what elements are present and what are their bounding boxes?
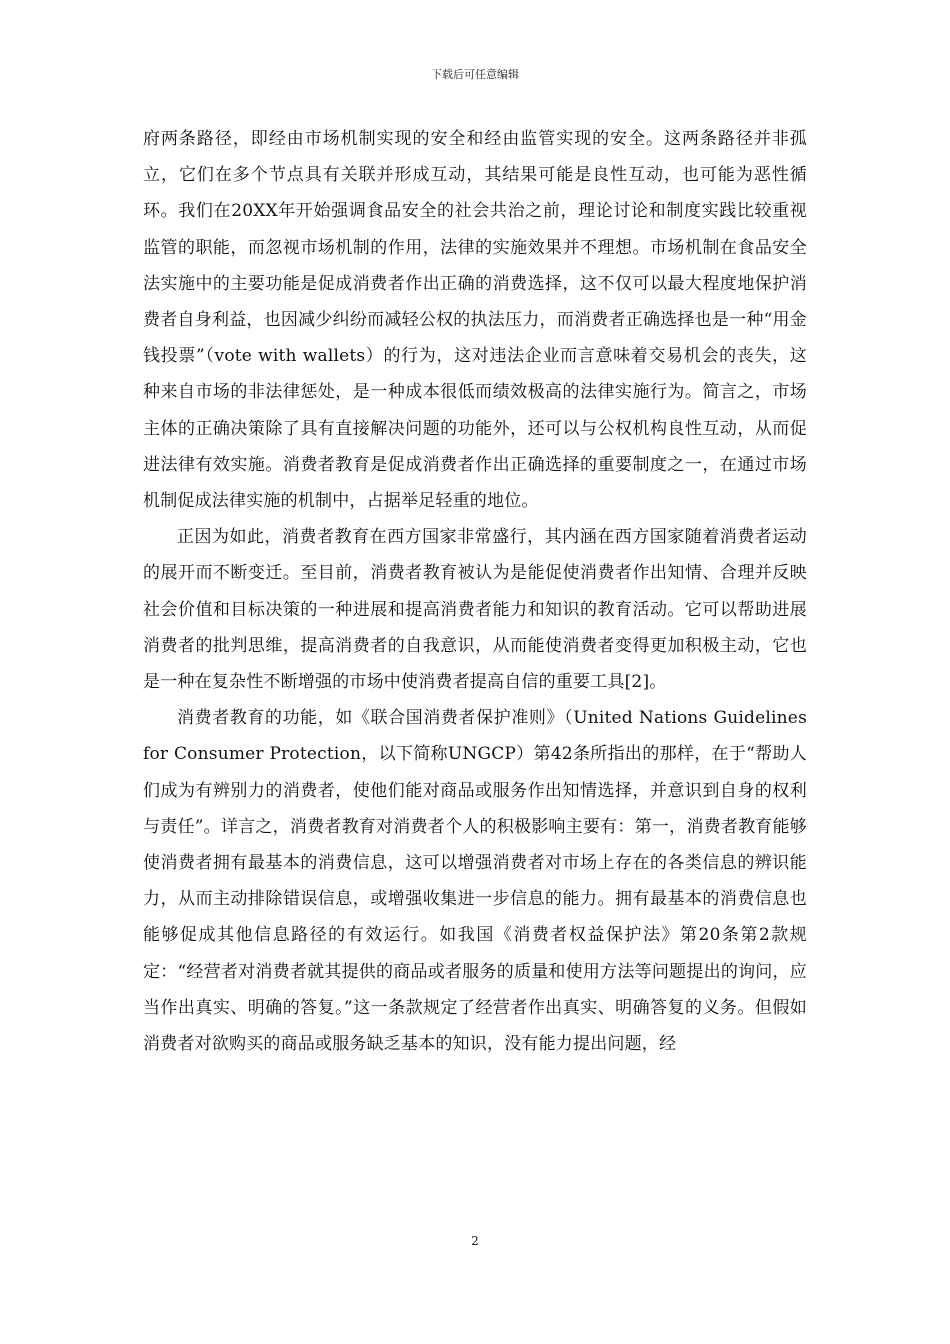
body-text	[143, 121, 807, 1062]
page-number: 2	[471, 1234, 479, 1248]
paragraph-1: 府两条路径，即经由市场机制实现的安全和经由监管实现的安全。这两条路径并非孤立，它们在多个节点具有关联并形成互动，其结果可能是良性互动，也可能为恶性循环。我们在20XX年开始强调食品安全的社会共治之前，理论讨论和制度实践比较重视监管的职能，而忽视市场机制的作用，法律的实施效果并不理想。市场机制在食品安全法实施中的主要功能是促成消费者作出正确的消费选择，这不仅可以最大程度地保护消费者自身利益，也因减少纠纷而减轻公权的执法压力，而消费者正确选择也是一种“用金钱投票”（vote with wallets）的行为，这对违法企业而言意味着交易机会的丧失，这种来自市场的非法律惩处，是一种成本很低而绩效极高的法律实施行为。简言之，市场主体的正确决策除了具有直接解决问题的功能外，还可以与公权机构良性互动，从而促进法律有效实施。消费者教育是促成消费者作出正确选择的重要制度之一，在通过市场机制促成法律实施的机制中，占据举足轻重的地位。	[143, 129, 807, 512]
paragraph-2: 正因为如此，消费者教育在西方国家非常盛行，其内涵在西方国家随着消费者运动的展开而不断变迁。至目前，消费者教育被认为是能促使消费者作出知情、合理并反映社会价值和目标决策的一种进展和提高消费者能力和知识的教育活动。它可以帮助进展消费者的批判思维，提高消费者的自我意识，从而能使消费者变得更加积极主动，它也是一种在复杂性不断增强的市场中使消费者提高自信的重要工具[2]。	[143, 527, 807, 693]
page-header: 下载后可任意编辑	[431, 68, 519, 81]
paragraph-3: 消费者教育的功能，如《联合国消费者保护准则》（United Nations Guidelines for Consumer Protection，以下简称UNGCP）第42条所指出的那样，在于“帮助人们成为有辨别力的消费者，使他们能对商品或服务作出知情选择，并意识到自身的权利与责任”。详言之，消费者教育对消费者个人的积极影响主要有：第一，消费者教育能够使消费者拥有最基本的消费信息，这可以增强消费者对市场上存在的各类信息的辨识能力，从而主动排除错误信息，或增强收集进一步信息的能力。拥有最基本的消费信息也能够促成其他信息路径的有效运行。如我国《消费者权益保护法》第20条第2款规定：“经营者对消费者就其提供的商品或者服务的质量和使用方法等问题提出的询问，应当作出真实、明确的答复。”这一条款规定了经营者作出真实、明确答复的义务。但假如消费者对欲购买的商品或服务缺乏基本的知识，没有能力提出问题，经	[143, 708, 807, 1055]
